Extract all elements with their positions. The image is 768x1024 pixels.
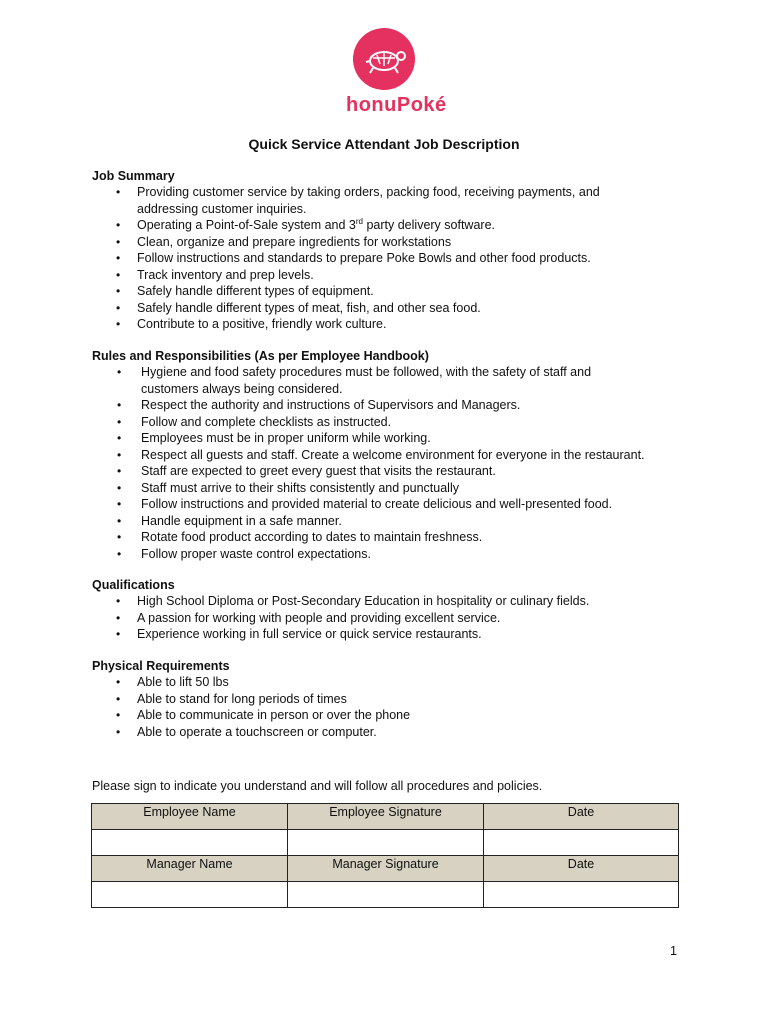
job-summary-section bbox=[92, 168, 692, 333]
list-item: • A passion for working with people and providing excellent service. bbox=[92, 610, 692, 627]
list-item: • Rotate food product according to dates to maintain freshness. bbox=[92, 529, 692, 546]
list-item: • Able to lift 50 lbs bbox=[92, 674, 692, 691]
list-item: • Employees must be in proper uniform while working. bbox=[92, 430, 692, 447]
list-item: • Follow instructions and standards to prepare Poke Bowls and other food products. bbox=[92, 250, 692, 267]
employee-input-row bbox=[92, 830, 679, 856]
list-item: • Track inventory and prep levels. bbox=[92, 267, 692, 284]
page-title: Quick Service Attendant Job Description bbox=[248, 136, 520, 152]
manager-header-row bbox=[92, 856, 679, 882]
list-item: • Providing customer service by taking orders, packing food, receiving payments, and addressing customer inquiries. bbox=[92, 184, 642, 217]
list-item: • High School Diploma or Post-Secondary Education in hospitality or culinary fields. bbox=[92, 593, 692, 610]
list-item: • Able to stand for long periods of times bbox=[92, 691, 692, 708]
list-item: • Staff are expected to greet every guest that visits the restaurant. bbox=[92, 463, 692, 480]
list-item: • Follow proper waste control expectations. bbox=[92, 546, 692, 563]
qualifications-section bbox=[92, 577, 692, 643]
manager-date-header: Date bbox=[484, 856, 679, 882]
list-item: • Safely handle different types of meat, fish, and other sea food. bbox=[92, 300, 692, 317]
list-item-tail: party delivery software. bbox=[363, 218, 495, 232]
list-item: • Respect all guests and staff. Create a welcome environment for everyone in the restaurant. bbox=[92, 447, 692, 464]
manager-name-cell[interactable] bbox=[92, 882, 288, 908]
physical-heading: Physical Requirements bbox=[92, 659, 230, 673]
list-item: • Able to communicate in person or over the phone bbox=[92, 707, 692, 724]
list-item: • Respect the authority and instructions of Supervisors and Managers. bbox=[92, 397, 692, 414]
sign-prompt: Please sign to indicate you understand and will follow all procedures and policies. bbox=[92, 779, 543, 793]
list-item: • Hygiene and food safety procedures must be followed, with the safety of staff and customers always being considered. bbox=[92, 364, 636, 397]
manager-signature-cell[interactable] bbox=[288, 882, 484, 908]
employee-header-row bbox=[92, 804, 679, 830]
turtle-icon bbox=[353, 28, 415, 90]
physical-section bbox=[92, 658, 692, 740]
list-item: • Able to operate a touchscreen or computer. bbox=[92, 724, 692, 741]
signature-table bbox=[91, 803, 679, 908]
list-item bbox=[92, 217, 692, 234]
employee-signature-header: Employee Signature bbox=[288, 804, 484, 830]
brand-name: honuPoké bbox=[346, 94, 447, 116]
qualifications-heading: Qualifications bbox=[92, 578, 175, 592]
logo-circle bbox=[353, 28, 415, 90]
manager-date-cell[interactable] bbox=[484, 882, 679, 908]
rules-heading: Rules and Responsibilities (As per Employee Handbook) bbox=[92, 349, 429, 363]
employee-name-cell[interactable] bbox=[92, 830, 288, 856]
superscript: rd bbox=[355, 216, 363, 226]
manager-signature-header: Manager Signature bbox=[288, 856, 484, 882]
page-number: 1 bbox=[670, 944, 677, 958]
manager-name-header: Manager Name bbox=[92, 856, 288, 882]
list-item: • Clean, organize and prepare ingredients for workstations bbox=[92, 234, 692, 251]
rules-section bbox=[92, 348, 692, 562]
employee-name-header: Employee Name bbox=[92, 804, 288, 830]
manager-input-row bbox=[92, 882, 679, 908]
employee-signature-cell[interactable] bbox=[288, 830, 484, 856]
list-item-text: Operating a Point-of-Sale system and 3 bbox=[137, 218, 356, 232]
list-item: • Experience working in full service or quick service restaurants. bbox=[92, 626, 692, 643]
list-item: • Staff must arrive to their shifts consistently and punctually bbox=[92, 480, 692, 497]
employee-date-header: Date bbox=[484, 804, 679, 830]
list-item: • Safely handle different types of equipment. bbox=[92, 283, 692, 300]
list-item: • Follow and complete checklists as instructed. bbox=[92, 414, 692, 431]
job-summary-heading: Job Summary bbox=[92, 169, 175, 183]
list-item: • Handle equipment in a safe manner. bbox=[92, 513, 692, 530]
employee-date-cell[interactable] bbox=[484, 830, 679, 856]
brand-logo bbox=[346, 28, 447, 116]
list-item: • Follow instructions and provided material to create delicious and well-presented food. bbox=[92, 496, 692, 513]
list-item: • Contribute to a positive, friendly work culture. bbox=[92, 316, 692, 333]
